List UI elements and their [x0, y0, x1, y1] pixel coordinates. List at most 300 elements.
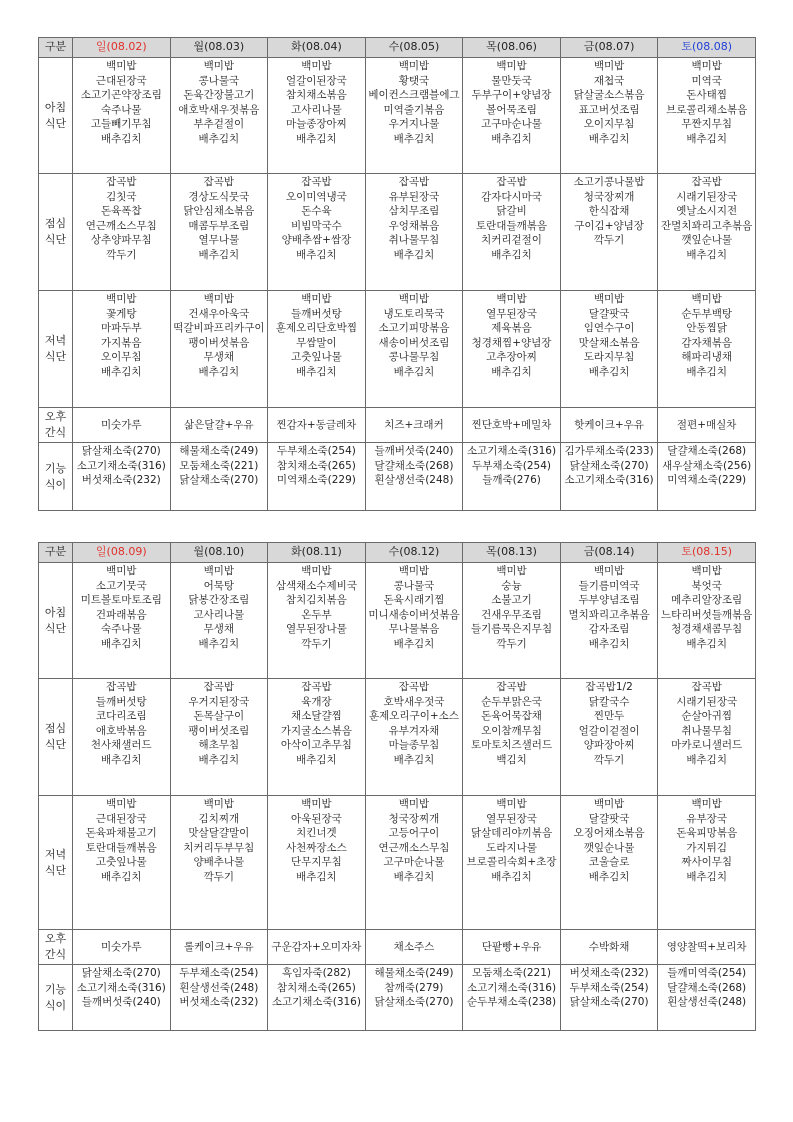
row-label: [39, 930, 73, 965]
menu-item: 소불고기: [491, 594, 532, 606]
menu-item: 흑임자죽(282): [282, 967, 351, 979]
menu-item: 고춧잎나물: [291, 351, 342, 363]
menu-item: 유부장국: [686, 812, 727, 825]
menu-cell: [268, 408, 366, 443]
menu-item: 아욱된장국: [291, 812, 342, 825]
menu-item: 두부채소죽(254): [179, 967, 259, 979]
menu-item: 닭살채소죽(270): [374, 996, 454, 1008]
menu-item: 배추김치: [393, 248, 435, 261]
menu-item: 고들빼기무침: [90, 118, 152, 130]
menu-item: 백미밥: [593, 565, 625, 577]
menu-item: 잡곡밥: [106, 681, 137, 693]
menu-cell: [365, 930, 463, 965]
menu-item: 구이김+양념장: [574, 219, 644, 232]
menu-item: 미역채소죽(229): [276, 474, 356, 486]
menu-item: 꽃게탕: [106, 307, 137, 320]
menu-item: 미트볼토마토조림: [80, 594, 162, 606]
menu-item: 두부채소죽(254): [569, 981, 649, 994]
menu-item: 황탯국: [398, 74, 430, 87]
menu-cell: [463, 174, 561, 291]
menu-cell: [365, 563, 463, 679]
menu-item: 백미밥: [203, 565, 235, 577]
menu-item: 들깨버섯죽(240): [81, 996, 161, 1008]
row-label-line: 간식: [44, 426, 67, 439]
menu-item: 토란대들깨볶음: [85, 841, 157, 854]
menu-item: 해물채소죽(249): [374, 967, 454, 979]
day-header-tuesday: 화(08.11): [268, 543, 366, 563]
menu-cell: [658, 291, 756, 408]
menu-item: 단무지무침: [291, 856, 342, 868]
menu-item: 순살아귀찜: [681, 710, 733, 722]
row-label-line: 식단: [44, 116, 67, 130]
menu-cell: [268, 930, 366, 965]
menu-cell: [268, 58, 366, 174]
menu-item: 배추김치: [393, 637, 435, 650]
menu-item: 맛살채소볶음: [578, 336, 640, 349]
menu-cell: [365, 443, 463, 511]
menu-cell: [73, 174, 171, 291]
menu-item: 백미밥: [496, 60, 527, 72]
meal-row-lunch: [39, 174, 756, 291]
row-label-line: 식단: [44, 621, 67, 635]
menu-item: 한식잡채: [588, 205, 630, 217]
menu-item: 백미밥: [301, 293, 332, 305]
menu-item: 단팥빵+우유: [481, 940, 542, 953]
menu-item: 닭칼국수: [588, 695, 630, 708]
menu-item: 훈제오리단호박찜: [275, 322, 357, 334]
menu-item: 건새우아욱국: [188, 307, 250, 320]
menu-item: 배추김치: [198, 132, 240, 145]
meal-row-snack: [39, 930, 756, 965]
day-header-saturday: 토(08.08): [658, 38, 756, 58]
menu-cell: [170, 443, 268, 511]
menu-item: 닭살데리야끼볶음: [470, 827, 553, 839]
day-header-wednesday: 수(08.12): [365, 543, 463, 563]
menu-cell: [463, 443, 561, 511]
menu-item: 배추김치: [686, 870, 727, 883]
menu-item: 애호박볶음: [95, 724, 147, 737]
menu-item: 열무나물: [198, 234, 240, 246]
menu-cell: [365, 796, 463, 930]
day-header-friday: 금(08.14): [560, 543, 658, 563]
menu-item: 잡곡밥: [203, 176, 235, 188]
menu-item: 소고기뭇국: [95, 579, 147, 592]
menu-item: 냉도토리묵국: [383, 307, 445, 320]
meal-row-special-diet: [39, 443, 756, 511]
menu-item: 백미밥: [398, 293, 430, 305]
menu-cell: [365, 174, 463, 291]
menu-cell: [658, 443, 756, 511]
menu-item: 고사리나물: [291, 103, 342, 116]
row-label: [39, 965, 73, 1031]
menu-item: 배추김치: [393, 870, 435, 883]
menu-item: 양배추나물: [193, 856, 245, 868]
day-header-sunday: 일(08.09): [73, 543, 171, 563]
menu-item: 코울슬로: [588, 856, 630, 868]
menu-cell: [73, 563, 171, 679]
menu-item: 깻잎순나물: [681, 234, 733, 246]
menu-item: 두부채소죽(254): [472, 459, 551, 472]
menu-item: 롤케이크+우유: [184, 940, 254, 953]
menu-item: 채소달걀찜: [291, 710, 342, 722]
menu-item: 배추김치: [588, 132, 630, 145]
row-label-line: 기능: [44, 982, 67, 996]
menu-cell: [365, 965, 463, 1031]
menu-item: 달걀채소죽(268): [374, 459, 454, 472]
menu-item: 미역줄기볶음: [383, 103, 445, 116]
menu-item: 배추김치: [686, 132, 727, 145]
menu-item: 백미밥: [691, 798, 722, 810]
menu-cell: [268, 796, 366, 930]
menu-item: 유부된장국: [388, 190, 440, 203]
menu-cell: [365, 58, 463, 174]
menu-item: 순두부채소죽(238): [466, 996, 557, 1008]
menu-item: 두부구이+양념장: [471, 89, 552, 101]
menu-item: 배추김치: [491, 365, 532, 378]
menu-item: 숭늉: [501, 579, 522, 592]
menu-item: 깻잎순나물: [583, 841, 635, 854]
menu-item: 흰살생선죽(248): [374, 474, 454, 486]
row-label-line: 점심: [44, 217, 67, 230]
menu-item: 감자다시마국: [481, 190, 542, 203]
menu-item: 소고기채소죽(316): [76, 459, 166, 472]
menu-item: 양파장아찌: [583, 739, 635, 751]
menu-cell: [170, 58, 268, 174]
menu-item: 순두부백탕: [681, 307, 733, 320]
menu-item: 백미밥: [106, 565, 137, 577]
menu-item: 미역국: [691, 74, 722, 87]
menu-cell: [268, 174, 366, 291]
menu-item: 배추김치: [686, 637, 727, 650]
menu-cell: [170, 174, 268, 291]
menu-item: 느타리버섯들깨볶음: [661, 608, 753, 621]
menu-item: 무생채: [203, 351, 235, 363]
menu-item: 참치채소죽(265): [276, 981, 356, 994]
menu-item: 닭봉간장조림: [188, 594, 250, 606]
menu-item: 배추김치: [686, 248, 727, 261]
menu-item: 김칫국: [106, 190, 137, 203]
menu-item: 백미밥: [496, 565, 527, 577]
menu-item: 도라지무침: [583, 351, 635, 363]
menu-item: 물만둣국: [491, 74, 532, 87]
menu-item: 제육볶음: [491, 322, 532, 334]
menu-item: 매콤두부조림: [188, 219, 250, 232]
menu-item: 숙주나물: [100, 623, 142, 635]
menu-item: 배추김치: [100, 637, 142, 650]
menu-item: 닭살채소죽(270): [569, 459, 649, 472]
menu-item: 애호박새우젓볶음: [178, 103, 260, 116]
menu-cell: [463, 679, 561, 796]
menu-item: 메추리알장조림: [671, 594, 743, 606]
row-label-line: 간식: [44, 948, 67, 961]
menu-cell: [463, 930, 561, 965]
menu-item: 깍두기: [593, 753, 625, 766]
menu-item: 양배추쌈+쌈장: [281, 234, 352, 246]
day-header-friday: 금(08.07): [560, 38, 658, 58]
menu-item: 참치채소죽(265): [276, 459, 356, 472]
menu-item: 돈목살구이: [193, 710, 245, 722]
row-label: [39, 174, 73, 291]
menu-item: 사천짜장소스: [285, 841, 347, 854]
menu-item: 들깨버섯탕: [95, 695, 147, 708]
menu-item: 토마토치즈샐러드: [470, 739, 553, 751]
menu-item: 백미밥: [203, 798, 235, 810]
menu-item: 열무된장나물: [285, 623, 347, 635]
menu-item: 들깨죽(276): [482, 474, 541, 486]
menu-item: 돈육피망볶음: [676, 827, 738, 839]
menu-item: 잡곡밥: [496, 681, 527, 693]
menu-item: 배추김치: [588, 637, 630, 650]
menu-item: 고구마순나물: [383, 856, 445, 868]
menu-item: 잔멸치꽈리고추볶음: [661, 219, 753, 232]
menu-item: 소고기콩나물밥: [573, 176, 645, 188]
menu-item: 콩나물국: [198, 74, 240, 87]
menu-cell: [463, 408, 561, 443]
menu-item: 콩나물무침: [388, 351, 440, 363]
menu-item: 두부채소죽(254): [276, 445, 356, 457]
menu-item: 삼치무조림: [388, 205, 440, 217]
menu-item: 들깨버섯탕: [291, 307, 342, 320]
day-header-monday: 월(08.03): [170, 38, 268, 58]
menu-item: 백김치: [496, 753, 527, 766]
menu-item: 잡곡밥: [398, 681, 430, 693]
menu-item: 배추김치: [393, 365, 435, 378]
menu-item: 백미밥: [203, 60, 235, 72]
menu-table-week-1: [38, 37, 756, 511]
menu-item: 근대된장국: [95, 812, 147, 825]
menu-item: 잡곡밥1/2: [585, 681, 633, 693]
menu-cell: [170, 679, 268, 796]
meal-row-lunch: [39, 679, 756, 796]
row-label-line: 식단: [44, 863, 67, 877]
menu-item: 백미밥: [691, 565, 722, 577]
menu-item: 배추김치: [491, 870, 532, 883]
menu-item: 배추김치: [100, 365, 142, 378]
menu-item: 삶은달걀+우유: [184, 418, 254, 431]
menu-item: 감자채볶음: [681, 336, 733, 349]
menu-item: 백미밥: [691, 60, 722, 72]
menu-item: 미숫가루: [100, 940, 142, 953]
row-label: [39, 679, 73, 796]
menu-item: 두부양념조림: [578, 594, 640, 606]
menu-item: 돈사태찜: [686, 89, 727, 101]
menu-item: 모둠채소죽(221): [472, 967, 551, 979]
menu-item: 비빔막국수: [291, 219, 342, 232]
menu-item: 팽이버섯조림: [188, 724, 250, 737]
menu-cell: [73, 58, 171, 174]
menu-cell: [658, 796, 756, 930]
menu-item: 김치찌개: [198, 812, 240, 825]
meal-row-dinner: [39, 796, 756, 930]
row-label: [39, 408, 73, 443]
row-label-line: 저녁: [44, 334, 67, 347]
menu-item: 열무된장국: [486, 307, 537, 320]
menu-item: 배추김치: [686, 753, 727, 766]
menu-item: 마늘종무침: [388, 739, 440, 751]
menu-item: 치커리두부무침: [183, 841, 255, 854]
row-label-line: 오후: [44, 410, 67, 423]
menu-item: 깍두기: [203, 870, 235, 883]
menu-item: 어묵탕: [203, 579, 235, 592]
row-label-line: 식이: [44, 477, 67, 491]
menu-cell: [73, 679, 171, 796]
menu-item: 백미밥: [301, 798, 332, 810]
menu-item: 오징어채소볶음: [573, 827, 645, 839]
row-label-line: 식단: [44, 738, 67, 751]
menu-cell: [463, 291, 561, 408]
menu-item: 재첩국: [593, 74, 625, 87]
menu-item: 오이지무침: [583, 118, 635, 130]
menu-item: 백미밥: [106, 293, 137, 305]
menu-cell: [170, 965, 268, 1031]
menu-item: 잡곡밥: [691, 176, 722, 188]
row-label-line: 식단: [44, 233, 67, 246]
menu-item: 달걀채소죽(268): [667, 445, 747, 457]
menu-item: 우엉채볶음: [388, 219, 440, 232]
menu-item: 소고기피망볶음: [378, 322, 450, 334]
menu-item: 백미밥: [496, 798, 527, 810]
menu-item: 오이미역냉국: [285, 190, 347, 203]
menu-item: 표고버섯조림: [578, 103, 640, 116]
menu-item: 고구마순나물: [481, 118, 542, 130]
menu-item: 핫케이크+우유: [574, 418, 644, 431]
menu-cell: [73, 965, 171, 1031]
menu-item: 찐단호박+메밀차: [471, 418, 552, 431]
menu-item: 잡곡밥: [496, 176, 527, 188]
menu-item: 청국장찌개: [388, 812, 440, 825]
menu-item: 닭살채소죽(270): [81, 445, 161, 457]
menu-item: 돈수육: [301, 205, 332, 217]
menu-item: 시래기된장국: [676, 190, 738, 203]
menu-cell: [658, 58, 756, 174]
menu-item: 임연수구이: [583, 322, 635, 334]
menu-item: 배추김치: [393, 753, 435, 766]
menu-item: 김가루채소죽(233): [564, 445, 654, 457]
menu-item: 배추김치: [296, 870, 337, 883]
menu-cell: [170, 408, 268, 443]
menu-item: 마파두부: [100, 322, 142, 334]
menu-item: 연근깨소스무침: [378, 841, 450, 854]
menu-item: 소고기채소죽(316): [466, 445, 557, 457]
day-header-thursday: 목(08.06): [463, 38, 561, 58]
menu-item: 소고기채소죽(316): [76, 981, 166, 994]
menu-item: 달걀팟국: [588, 812, 630, 825]
menu-cell: [73, 291, 171, 408]
menu-item: 해파리냉채: [681, 351, 733, 363]
menu-item: 가지튀김: [686, 841, 727, 854]
menu-item: 콩나물국: [393, 579, 435, 592]
menu-item: 경상도식뭇국: [188, 190, 250, 203]
menu-item: 맛살달걀말이: [188, 827, 250, 839]
menu-item: 배추김치: [491, 248, 532, 261]
menu-item: 도라지나물: [486, 841, 537, 854]
menu-item: 옛날소시지전: [676, 205, 738, 217]
menu-cell: [365, 679, 463, 796]
row-label-line: 기능: [44, 461, 67, 475]
menu-item: 버섯채소죽(232): [81, 474, 161, 486]
menu-item: 닭살채소죽(270): [179, 474, 259, 486]
menu-item: 배추김치: [686, 365, 727, 378]
menu-item: 연근깨소스무침: [85, 219, 157, 232]
menu-item: 소고기곤약장조림: [80, 89, 162, 101]
menu-item: 유부겨자채: [388, 724, 440, 737]
menu-item: 깍두기: [106, 248, 137, 261]
menu-item: 잡곡밥: [398, 176, 430, 188]
menu-item: 삼색채소수제비국: [275, 579, 357, 592]
menu-item: 우거지된장국: [188, 695, 250, 708]
menu-item: 무나물볶음: [388, 623, 440, 635]
menu-item: 온두부: [301, 608, 332, 621]
menu-item: 열무된장국: [486, 812, 537, 825]
menu-item: 배추김치: [588, 365, 630, 378]
menu-item: 숙주나물: [100, 103, 142, 116]
menu-cell: [268, 443, 366, 511]
menu-cell: [268, 563, 366, 679]
menu-cell: [560, 930, 658, 965]
menu-item: 배추김치: [588, 870, 630, 883]
row-label-line: 점심: [44, 722, 67, 735]
menu-item: 배추김치: [296, 365, 337, 378]
menu-item: 부추겉절이: [193, 118, 245, 130]
day-header-wednesday: 수(08.05): [365, 38, 463, 58]
menu-item: 천사채샐러드: [90, 739, 152, 751]
menu-item: 얼갈이겉절이: [578, 724, 640, 737]
menu-item: 잡곡밥: [691, 681, 722, 693]
menu-item: 영양찰떡+보리차: [666, 940, 747, 953]
menu-item: 달걀팟국: [588, 307, 630, 320]
menu-item: 참치김치볶음: [285, 594, 347, 606]
menu-item: 절편+매실차: [676, 418, 737, 431]
menu-cell: [560, 563, 658, 679]
menu-item: 미니새송이버섯볶음: [368, 608, 460, 621]
menu-item: 백미밥: [398, 565, 430, 577]
menu-item: 버섯채소죽(232): [179, 996, 259, 1008]
menu-item: 백미밥: [106, 798, 137, 810]
row-label: [39, 291, 73, 408]
menu-item: 백미밥: [593, 60, 625, 72]
menu-item: 고춧잎나물: [95, 856, 147, 868]
menu-cell: [268, 965, 366, 1031]
menu-item: 얼갈이된장국: [285, 74, 347, 87]
menu-item: 닭안심채소볶음: [183, 205, 255, 217]
menu-item: 볼어묵조림: [486, 103, 537, 116]
menu-item: 호박새우젓국: [383, 695, 445, 708]
menu-cell: [170, 930, 268, 965]
menu-item: 잡곡밥: [106, 176, 137, 188]
menu-cell: [658, 174, 756, 291]
menu-item: 안동찜닭: [686, 322, 727, 334]
menu-cell: [658, 965, 756, 1031]
menu-item: 참치채소볶음: [285, 89, 347, 101]
menu-item: 백미밥: [593, 293, 625, 305]
menu-item: 베이컨스크램블에그: [368, 89, 460, 101]
menu-table-week-2: [38, 542, 756, 1031]
header-row: [39, 38, 756, 58]
menu-cell: [560, 965, 658, 1031]
menu-item: 백미밥: [106, 60, 137, 72]
menu-item: 닭살굴소스볶음: [573, 89, 645, 101]
row-label-line: 오후: [44, 932, 67, 945]
menu-item: 고사리나물: [193, 608, 245, 621]
menu-item: 배추김치: [100, 132, 142, 145]
menu-item: 오이무침: [100, 351, 142, 363]
menu-cell: [658, 679, 756, 796]
menu-item: 마카로니샐러드: [671, 739, 743, 751]
menu-item: 고등어구이: [388, 827, 440, 839]
menu-cell: [365, 291, 463, 408]
menu-item: 찐감자+동글레차: [276, 418, 357, 431]
menu-item: 브로콜리숙회+초장: [466, 856, 557, 868]
